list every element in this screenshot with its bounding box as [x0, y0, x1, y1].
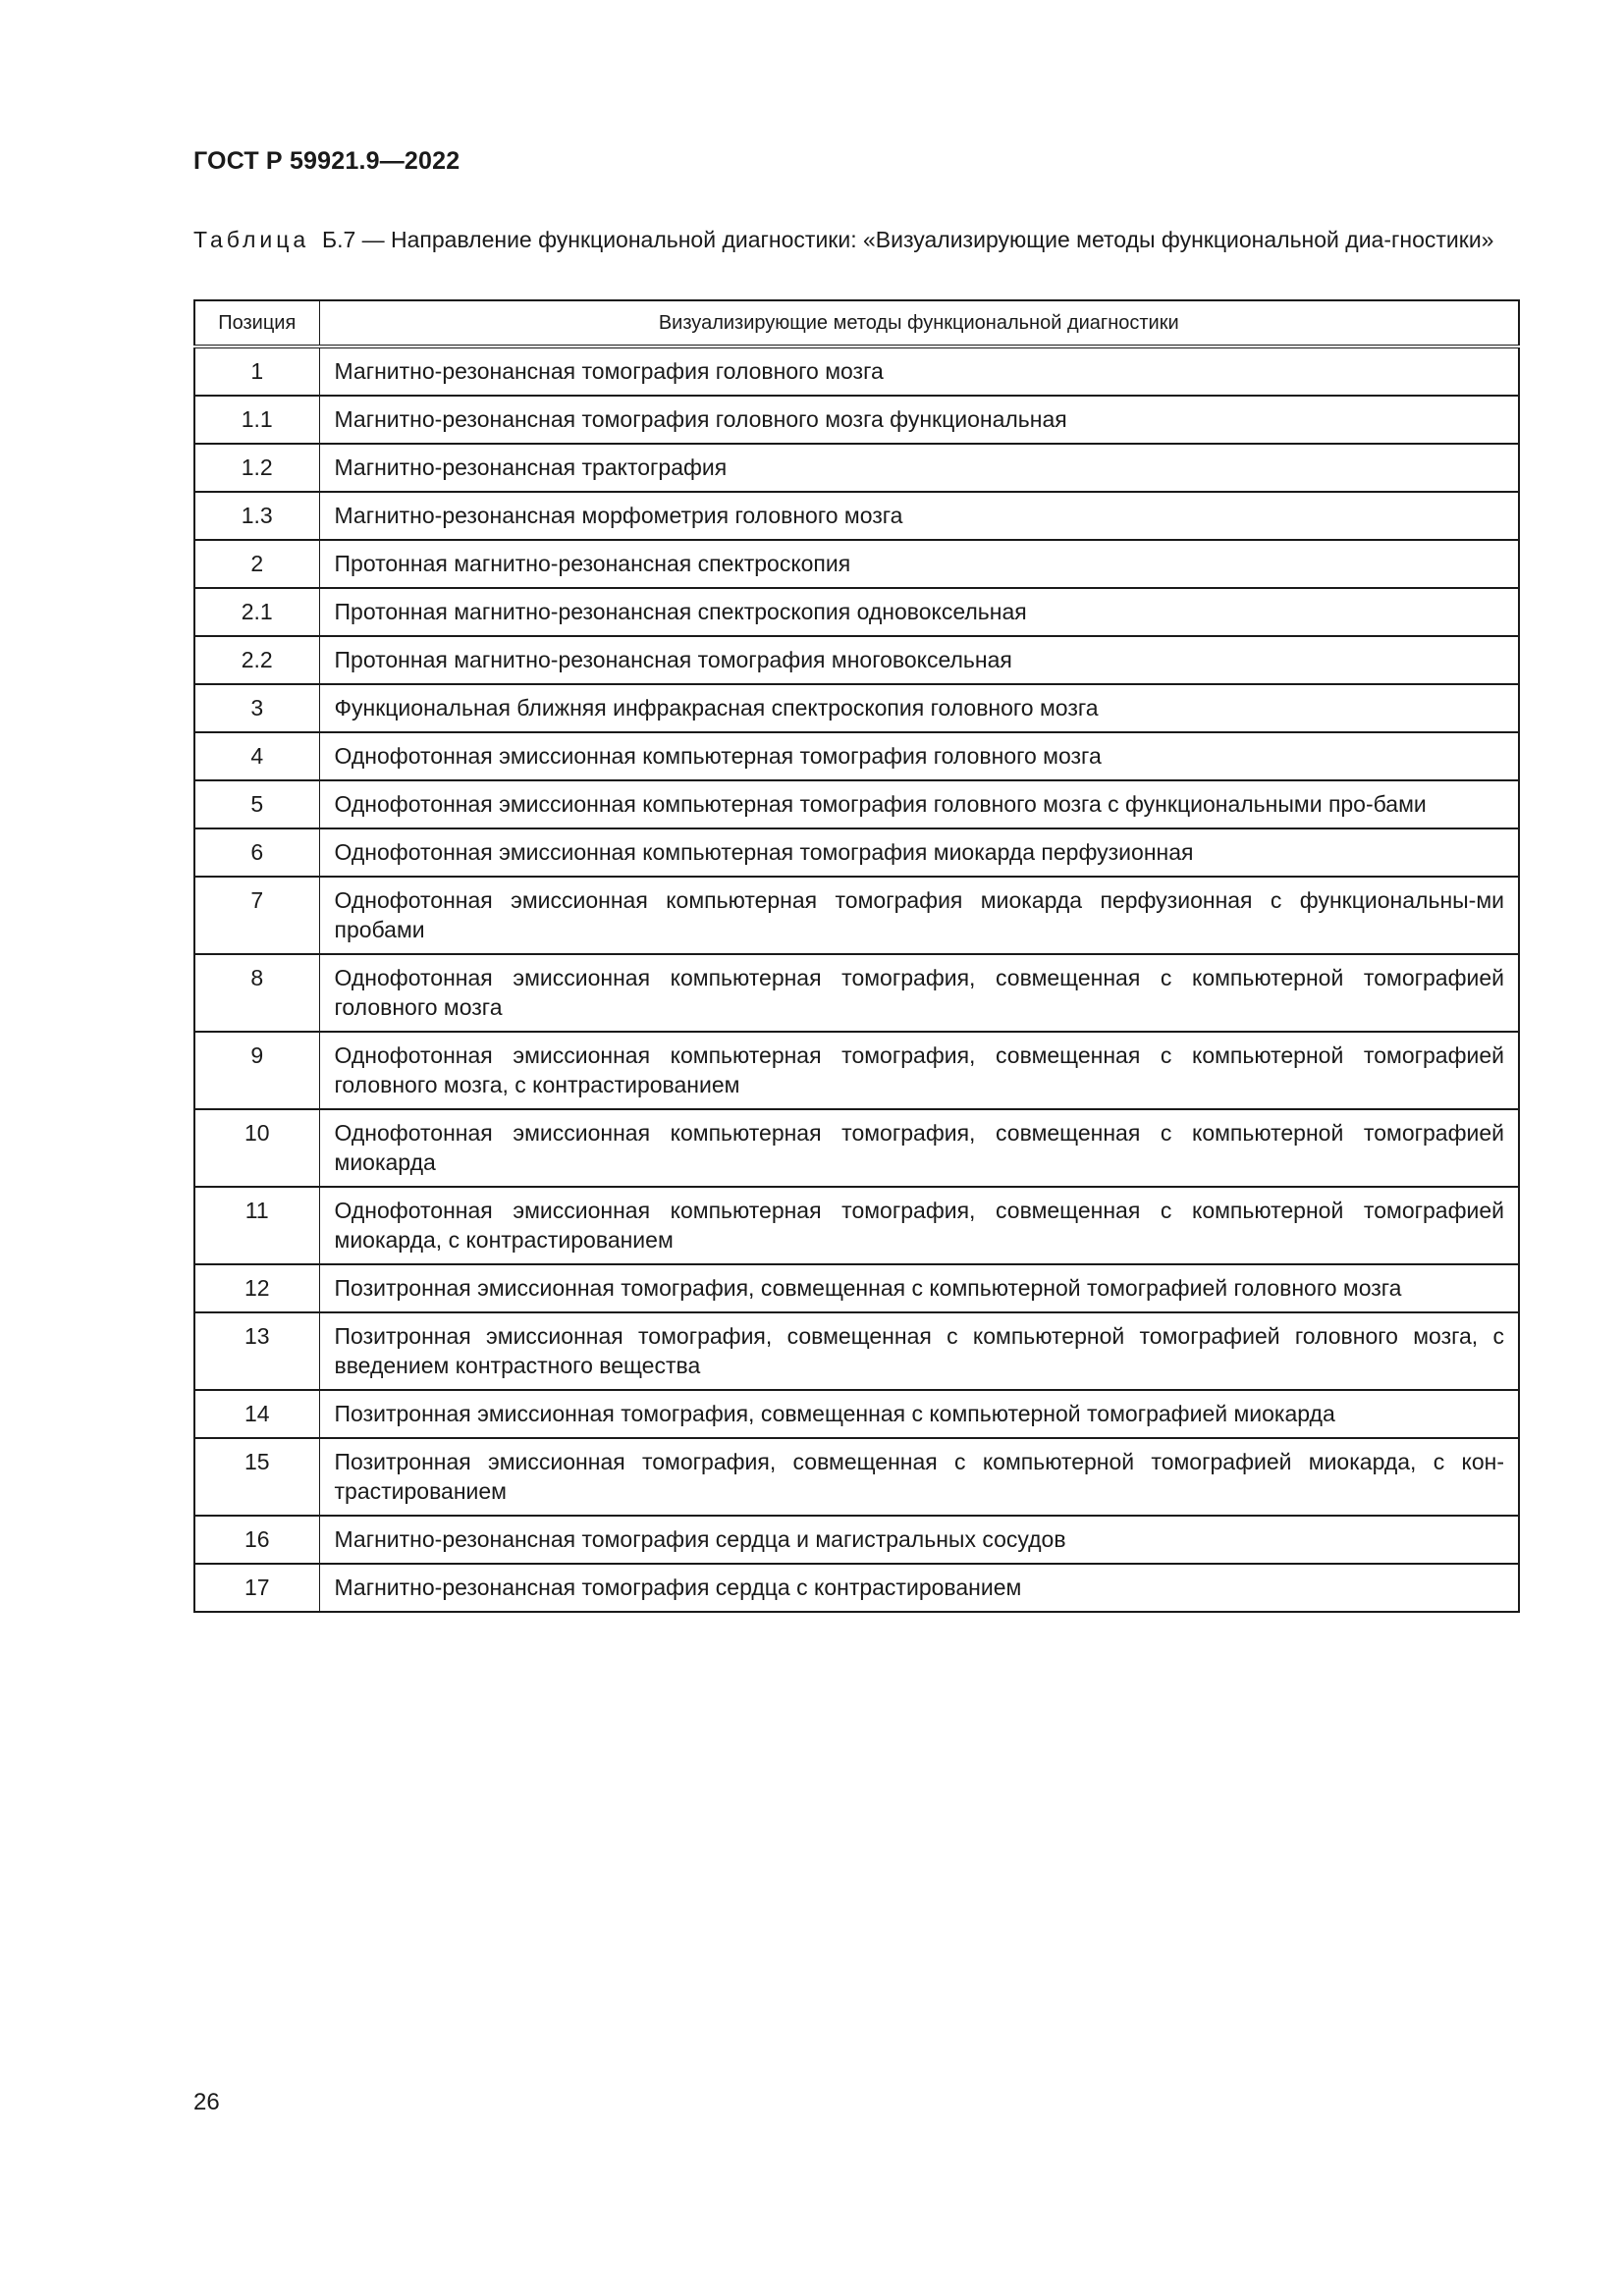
- row-position: 17: [194, 1564, 319, 1612]
- row-position: 15: [194, 1438, 319, 1516]
- row-method-name: Магнитно-резонансная томография головного мозга функциональная: [319, 396, 1519, 444]
- row-position: 6: [194, 828, 319, 877]
- row-method-name: Магнитно-резонансная трактография: [319, 444, 1519, 492]
- row-position: 4: [194, 732, 319, 780]
- column-header-position: Позиция: [194, 300, 319, 347]
- table-header-row: [194, 300, 1519, 347]
- row-position: 16: [194, 1516, 319, 1564]
- row-method-name: Магнитно-резонансная томография головного мозга: [319, 347, 1519, 396]
- row-method-name: Однофотонная эмиссионная компьютерная томография, совмещенная с компьютерной томографией миокарда, с контрастированием: [319, 1187, 1519, 1264]
- table-row: [194, 780, 1519, 828]
- row-position: 14: [194, 1390, 319, 1438]
- row-position: 8: [194, 954, 319, 1032]
- table-row: [194, 636, 1519, 684]
- table-row: [194, 1032, 1519, 1109]
- row-method-name: Однофотонная эмиссионная компьютерная томография, совмещенная с компьютерной томографией миокарда: [319, 1109, 1519, 1187]
- row-position: 9: [194, 1032, 319, 1109]
- row-position: 2: [194, 540, 319, 588]
- table-row: [194, 347, 1519, 396]
- row-method-name: Протонная магнитно-резонансная томография многовоксельная: [319, 636, 1519, 684]
- table-row: [194, 1264, 1519, 1312]
- row-method-name: Функциональная ближняя инфракрасная спектроскопия головного мозга: [319, 684, 1519, 732]
- row-position: 5: [194, 780, 319, 828]
- table-row: [194, 877, 1519, 954]
- document-standard-code: ГОСТ Р 59921.9—2022: [193, 147, 460, 175]
- table-row: [194, 396, 1519, 444]
- row-position: 1: [194, 347, 319, 396]
- row-position: 13: [194, 1312, 319, 1390]
- row-method-name: Однофотонная эмиссионная компьютерная томография головного мозга: [319, 732, 1519, 780]
- table-row: [194, 1187, 1519, 1264]
- table-row: [194, 588, 1519, 636]
- table-row: [194, 954, 1519, 1032]
- row-method-name: Позитронная эмиссионная томография, совмещенная с компьютерной томографией миокарда, с кон-трастированием: [319, 1438, 1519, 1516]
- row-method-name: Протонная магнитно-резонансная спектроскопия одновоксельная: [319, 588, 1519, 636]
- table-row: [194, 1390, 1519, 1438]
- row-method-name: Позитронная эмиссионная томография, совмещенная с компьютерной томографией головного мозга, с введением контрастного вещества: [319, 1312, 1519, 1390]
- row-position: 1.3: [194, 492, 319, 540]
- row-position: 1.1: [194, 396, 319, 444]
- table-caption-label: Таблица: [193, 227, 310, 252]
- table-row: [194, 828, 1519, 877]
- table-row: [194, 492, 1519, 540]
- row-position: 7: [194, 877, 319, 954]
- column-header-method: Визуализирующие методы функциональной диагностики: [319, 300, 1519, 347]
- table-row: [194, 444, 1519, 492]
- table-row: [194, 1109, 1519, 1187]
- row-position: 3: [194, 684, 319, 732]
- row-method-name: Позитронная эмиссионная томография, совмещенная с компьютерной томографией миокарда: [319, 1390, 1519, 1438]
- row-position: 10: [194, 1109, 319, 1187]
- row-method-name: Однофотонная эмиссионная компьютерная томография миокарда перфузионная с функциональны-ми пробами: [319, 877, 1519, 954]
- row-method-name: Магнитно-резонансная томография сердца с контрастированием: [319, 1564, 1519, 1612]
- row-method-name: Однофотонная эмиссионная компьютерная томография головного мозга с функциональными про-бами: [319, 780, 1519, 828]
- methods-table-container: [193, 299, 1518, 1613]
- table-caption-text: Б.7 — Направление функциональной диагностики: «Визуализирующие методы функциональной диа-гностики»: [321, 227, 1494, 252]
- table-row: [194, 1312, 1519, 1390]
- row-position: 2.2: [194, 636, 319, 684]
- row-position: 12: [194, 1264, 319, 1312]
- row-method-name: Позитронная эмиссионная томография, совмещенная с компьютерной томографией головного мозга: [319, 1264, 1519, 1312]
- table-caption: [193, 226, 1516, 254]
- table-row: [194, 540, 1519, 588]
- row-method-name: Однофотонная эмиссионная компьютерная томография, совмещенная с компьютерной томографией головного мозга: [319, 954, 1519, 1032]
- methods-table: [193, 299, 1520, 1613]
- table-row: [194, 732, 1519, 780]
- row-method-name: Однофотонная эмиссионная компьютерная томография миокарда перфузионная: [319, 828, 1519, 877]
- row-position: 11: [194, 1187, 319, 1264]
- row-method-name: Однофотонная эмиссионная компьютерная томография, совмещенная с компьютерной томографией головного мозга, с контрастированием: [319, 1032, 1519, 1109]
- row-method-name: Магнитно-резонансная томография сердца и магистральных сосудов: [319, 1516, 1519, 1564]
- page-number: 26: [193, 2089, 220, 2115]
- table-row: [194, 684, 1519, 732]
- row-position: 2.1: [194, 588, 319, 636]
- row-position: 1.2: [194, 444, 319, 492]
- table-body: [194, 347, 1519, 1612]
- table-row: [194, 1516, 1519, 1564]
- table-row: [194, 1438, 1519, 1516]
- row-method-name: Магнитно-резонансная морфометрия головного мозга: [319, 492, 1519, 540]
- row-method-name: Протонная магнитно-резонансная спектроскопия: [319, 540, 1519, 588]
- table-row: [194, 1564, 1519, 1612]
